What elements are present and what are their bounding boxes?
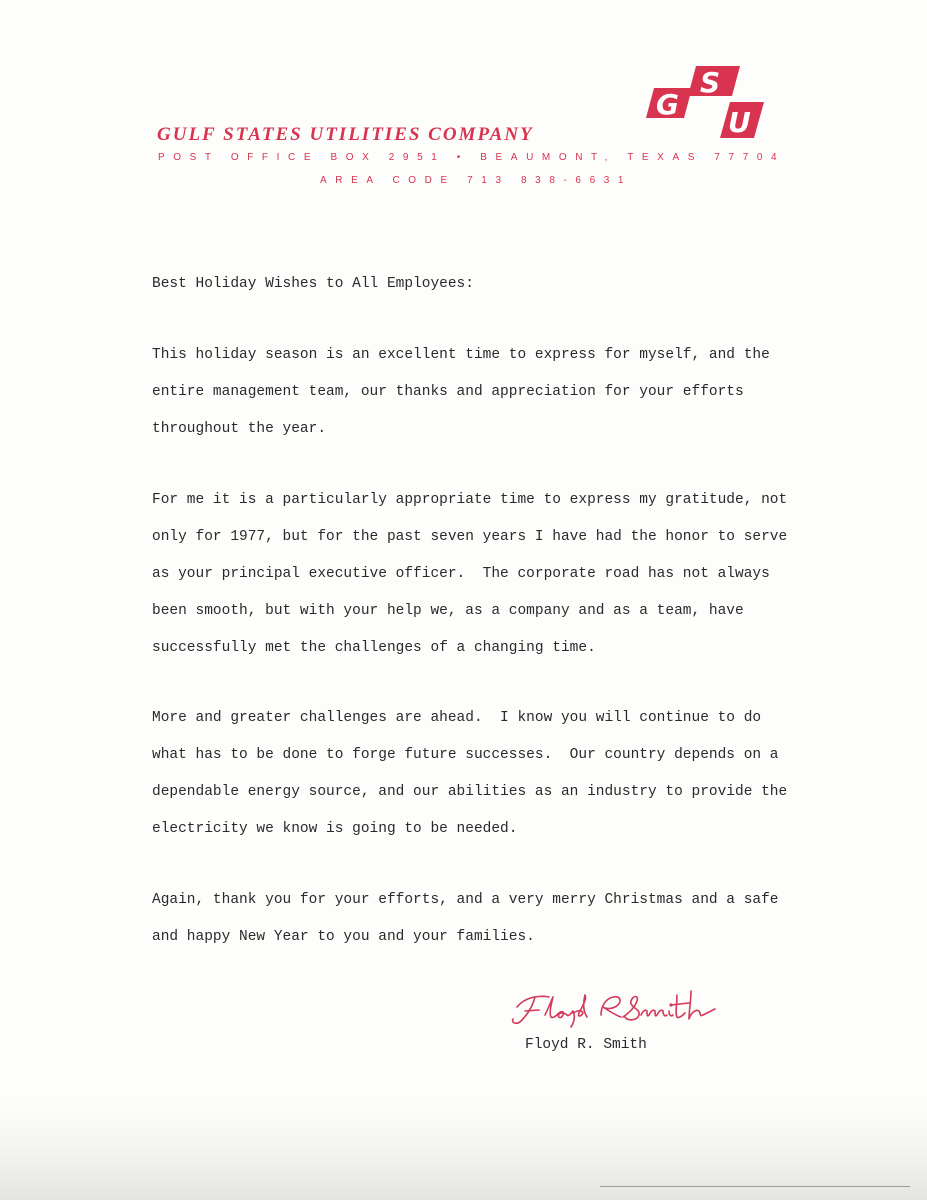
logo-letter-g: G xyxy=(656,88,679,121)
page-bottom-shadow xyxy=(0,1100,927,1200)
logo-letter-s: S xyxy=(700,66,721,99)
logo-letter-u: U xyxy=(728,106,751,139)
company-address: POST OFFICE BOX 2951 • BEAUMONT, TEXAS 77704 xyxy=(158,152,786,163)
company-name: GULF STATES UTILITIES COMPANY xyxy=(157,124,534,145)
paragraph-3: More and greater challenges are ahead. I know you will continue to do what has to be done to forge future successes. Our country depends on a dependable energy source, and our abilities as an industry to provide the electricity we know is going to be needed. xyxy=(152,710,788,837)
salutation: Best Holiday Wishes to All Employees: xyxy=(152,276,474,292)
letter-body xyxy=(152,272,832,945)
gsu-logo xyxy=(640,66,765,142)
paragraph-2: For me it is a particularly appropriate time to express my gratitude, not only for 1977, but for the past seven years I have had the honor to serve as your principal executive officer. The corporate road has not always been smooth, but with your help we, as a company and as a team, have successfully met the challenges of a changing time. xyxy=(152,492,788,656)
paragraph-1: This holiday season is an excellent time to express for myself, and the entire management team, our thanks and appreciation for your efforts throughout the year. xyxy=(152,347,770,437)
bottom-edge-line xyxy=(600,1186,910,1187)
handwritten-signature xyxy=(505,985,735,1030)
paragraph-4: Again, thank you for your efforts, and a very merry Christmas and a safe and happy New Year to you and your families. xyxy=(152,892,779,945)
company-phone: AREA CODE 713 838-6631 xyxy=(320,175,633,186)
signer-name: Floyd R. Smith xyxy=(525,1037,647,1053)
